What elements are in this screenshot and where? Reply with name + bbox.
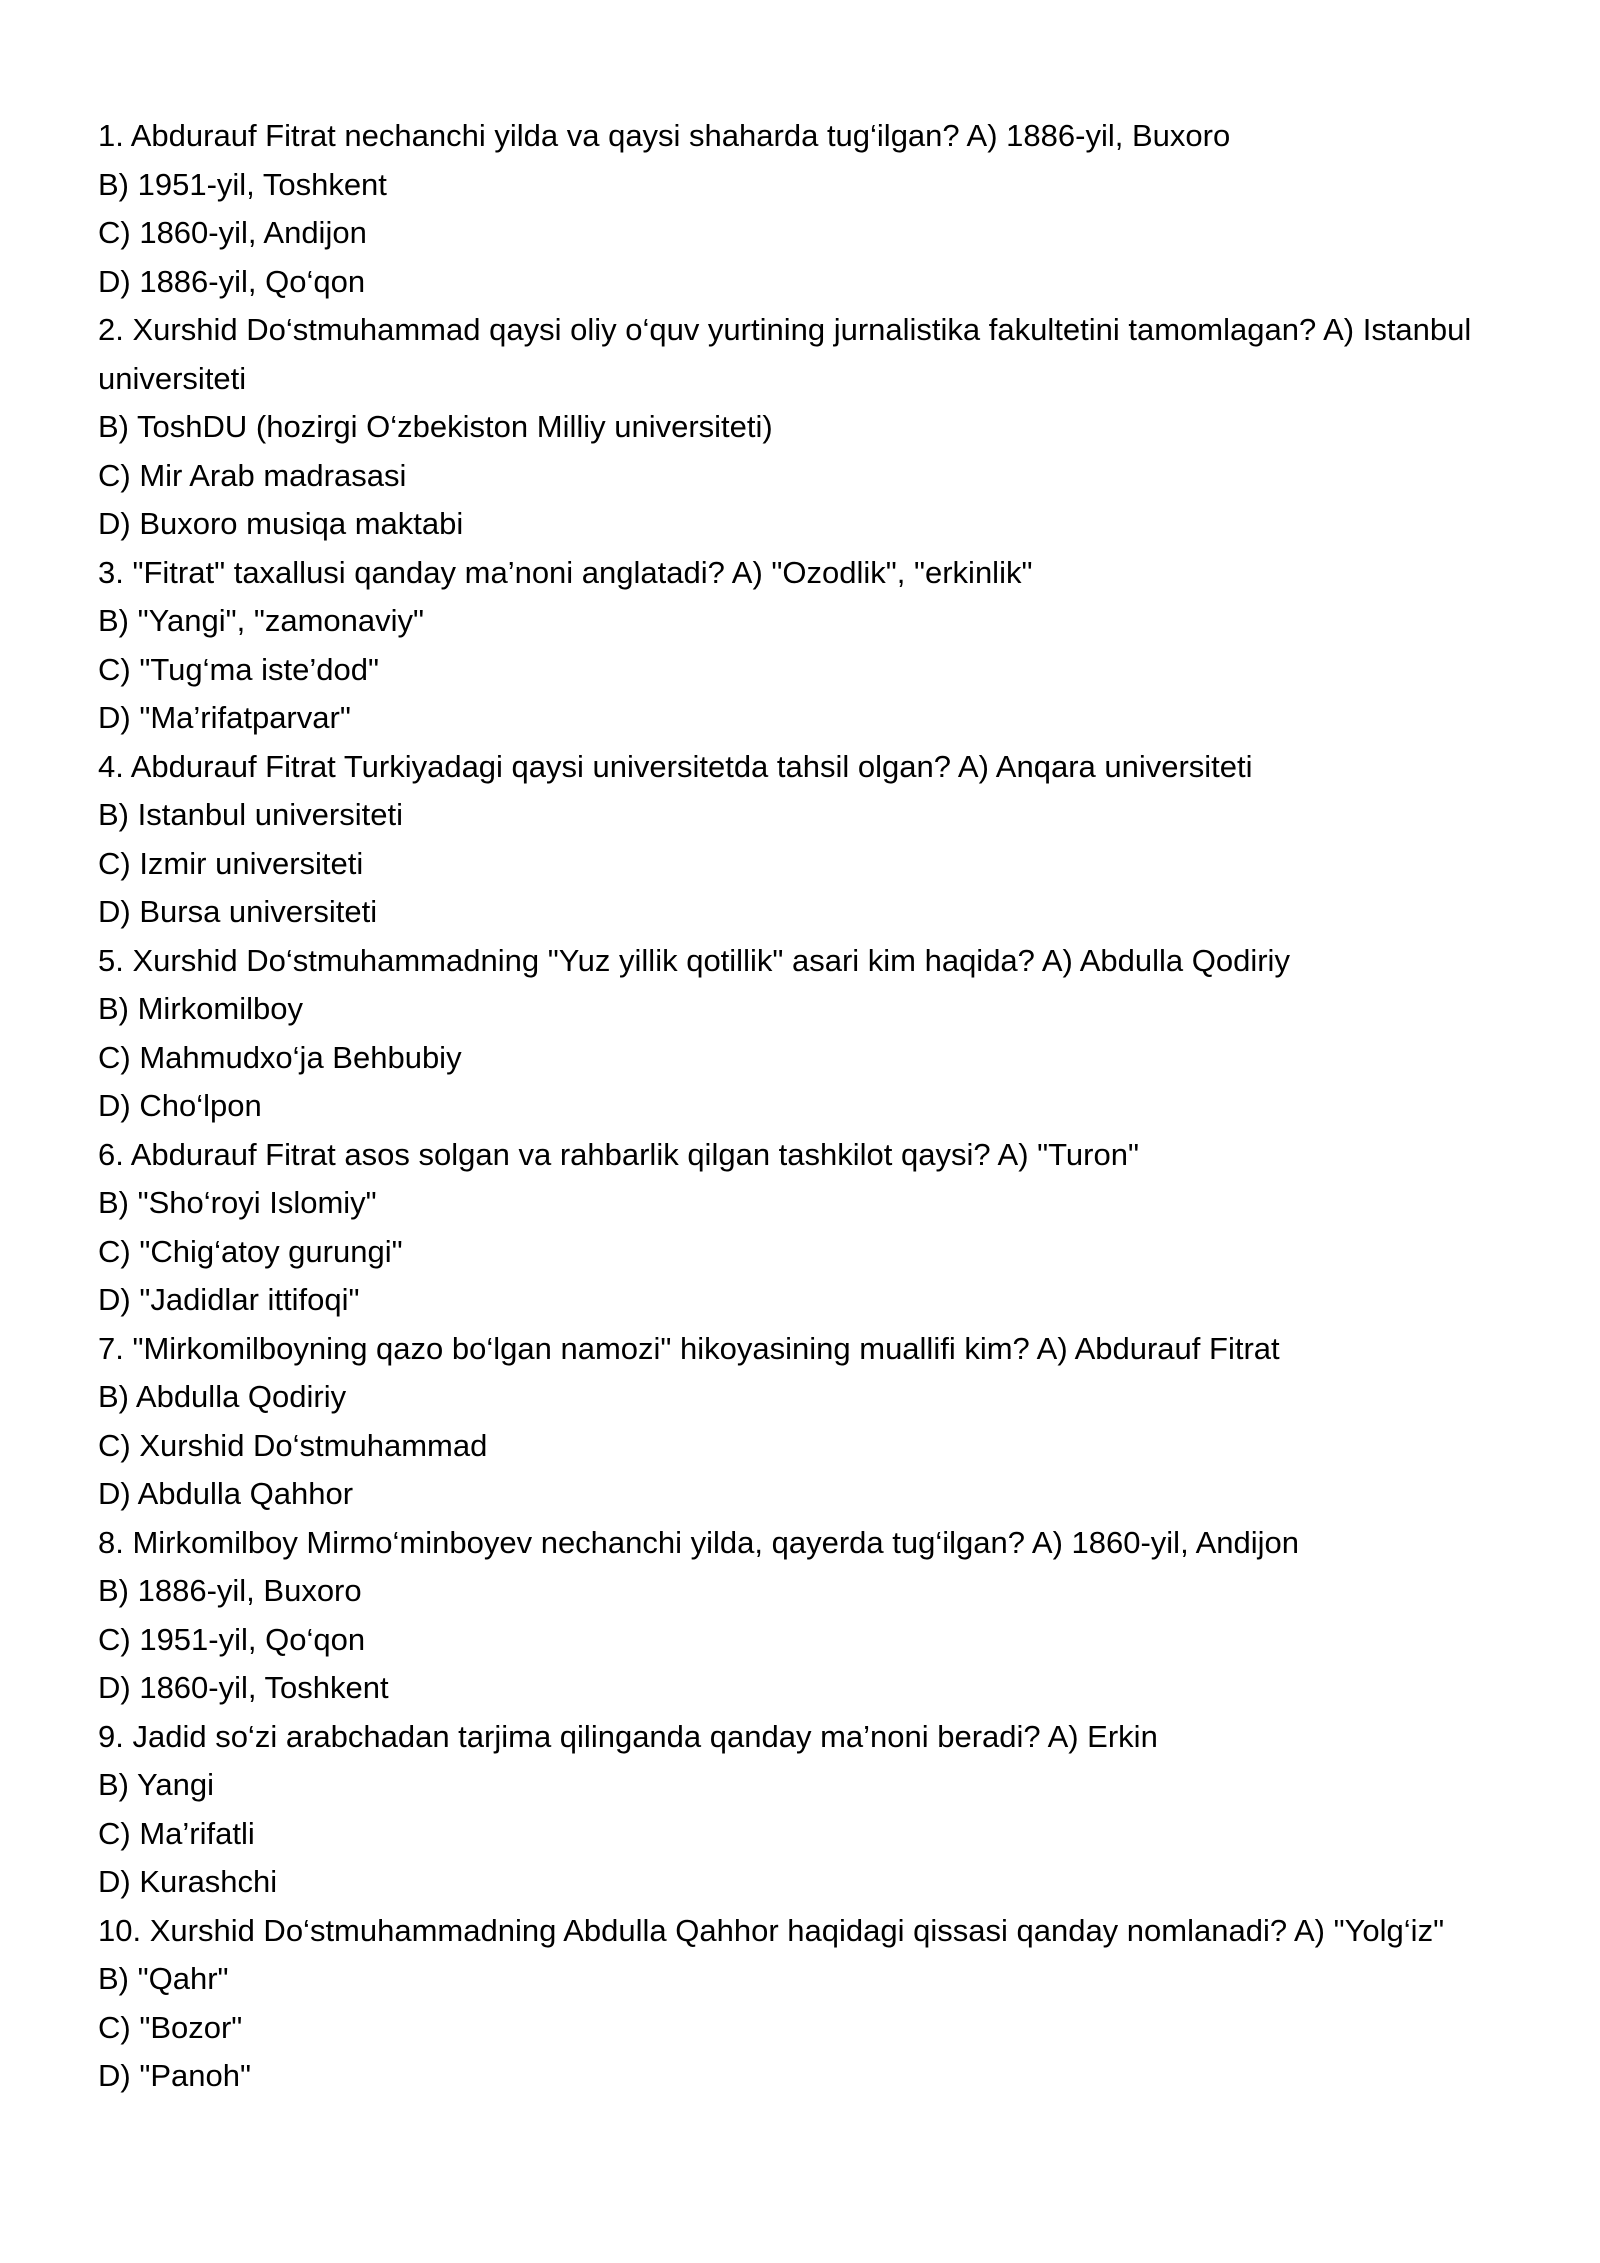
answer-option: D) 1886-yil, Qo‘qon <box>98 263 366 299</box>
question-text: 1. Abdurauf Fitrat nechanchi yilda va qaysi shaharda tug‘ilgan? A) 1886-yil, Buxoro <box>98 118 1231 153</box>
answer-option: B) Yangi <box>98 1767 215 1802</box>
question-block <box>98 1131 1538 1325</box>
question-text: 7. "Mirkomilboyning qazo bo‘lgan namozi" hikoyasining muallifi kim? A) Abdurauf Fitrat <box>98 1330 1280 1366</box>
answer-option: C) "Bozor" <box>98 2009 243 2045</box>
answer-option: D) 1860-yil, Toshkent <box>98 1670 389 1705</box>
answer-option: B) "Qahr" <box>98 1961 229 1996</box>
answer-option: B) 1951-yil, Toshkent <box>98 166 387 202</box>
question-block <box>98 306 1538 549</box>
answer-option: C) Mahmudxo‘ja Behbubiy <box>98 1039 462 1075</box>
question-block <box>98 1907 1538 2101</box>
answer-option: D) "Jadidlar ittifoqi" <box>98 1282 360 1317</box>
question-text: 8. Mirkomilboy Mirmo‘minboyev nechanchi yilda, qayerda tug‘ilgan? A) 1860-yil, Andijon <box>98 1524 1299 1560</box>
question-block <box>98 743 1538 937</box>
answer-option: C) Ma’rifatli <box>98 1815 255 1851</box>
answer-option: B) ToshDU (hozirgi O‘zbekiston Milliy universiteti) <box>98 409 773 444</box>
question-block <box>98 1713 1538 1907</box>
question-text: 5. Xurshid Do‘stmuhammadning "Yuz yillik qotillik" asari kim haqida? A) Abdulla Qodiriy <box>98 942 1290 978</box>
question-text: 3. "Fitrat" taxallusi qanday ma’noni anglatadi? A) "Ozodlik", "erkinlik" <box>98 554 1033 590</box>
question-block <box>98 112 1538 306</box>
answer-option: D) Bursa universiteti <box>98 894 378 929</box>
answer-option: C) Izmir universiteti <box>98 845 364 881</box>
answer-option: D) Buxoro musiqa maktabi <box>98 506 464 541</box>
answer-option: B) Istanbul universiteti <box>98 797 403 832</box>
question-block <box>98 1519 1538 1713</box>
answer-option: D) "Ma’rifatparvar" <box>98 700 351 735</box>
answer-option: D) Abdulla Qahhor <box>98 1476 354 1511</box>
question-text: 4. Abdurauf Fitrat Turkiyadagi qaysi universitetda tahsil olgan? A) Anqara universiteti <box>98 748 1253 784</box>
answer-option: B) 1886-yil, Buxoro <box>98 1573 362 1608</box>
question-text: 2. Xurshid Do‘stmuhammad qaysi oliy o‘quv yurtining jurnalistika fakultetini tamomlagan? A) Istanbul universiteti <box>98 312 1472 396</box>
answer-option: C) Xurshid Do‘stmuhammad <box>98 1427 488 1463</box>
answer-option: D) Kurashchi <box>98 1864 278 1899</box>
answer-option: D) "Panoh" <box>98 2058 251 2093</box>
question-block <box>98 1325 1538 1519</box>
question-block <box>98 549 1538 743</box>
answer-option: B) "Sho‘royi Islomiy" <box>98 1185 377 1220</box>
question-text: 9. Jadid so‘zi arabchadan tarjima qilinganda qanday ma’noni beradi? A) Erkin <box>98 1718 1158 1754</box>
question-text: 10. Xurshid Do‘stmuhammadning Abdulla Qahhor haqidagi qissasi qanday nomlanadi? A) "Yolg‘iz" <box>98 1912 1445 1948</box>
answer-option: D) Cho‘lpon <box>98 1088 262 1123</box>
answer-option: C) "Tug‘ma iste’dod" <box>98 651 380 687</box>
answer-option: C) 1860-yil, Andijon <box>98 215 367 250</box>
answer-option: B) Abdulla Qodiriy <box>98 1379 347 1414</box>
answer-option: C) Mir Arab madrasasi <box>98 457 407 493</box>
answer-option: C) "Chig‘atoy gurungi" <box>98 1233 403 1269</box>
question-block <box>98 937 1538 1131</box>
question-text: 6. Abdurauf Fitrat asos solgan va rahbarlik qilgan tashkilot qaysi? A) "Turon" <box>98 1136 1139 1172</box>
answer-option: B) "Yangi", "zamonaviy" <box>98 603 425 638</box>
quiz-content <box>98 112 1538 2101</box>
answer-option: C) 1951-yil, Qo‘qon <box>98 1621 366 1657</box>
answer-option: B) Mirkomilboy <box>98 991 303 1026</box>
